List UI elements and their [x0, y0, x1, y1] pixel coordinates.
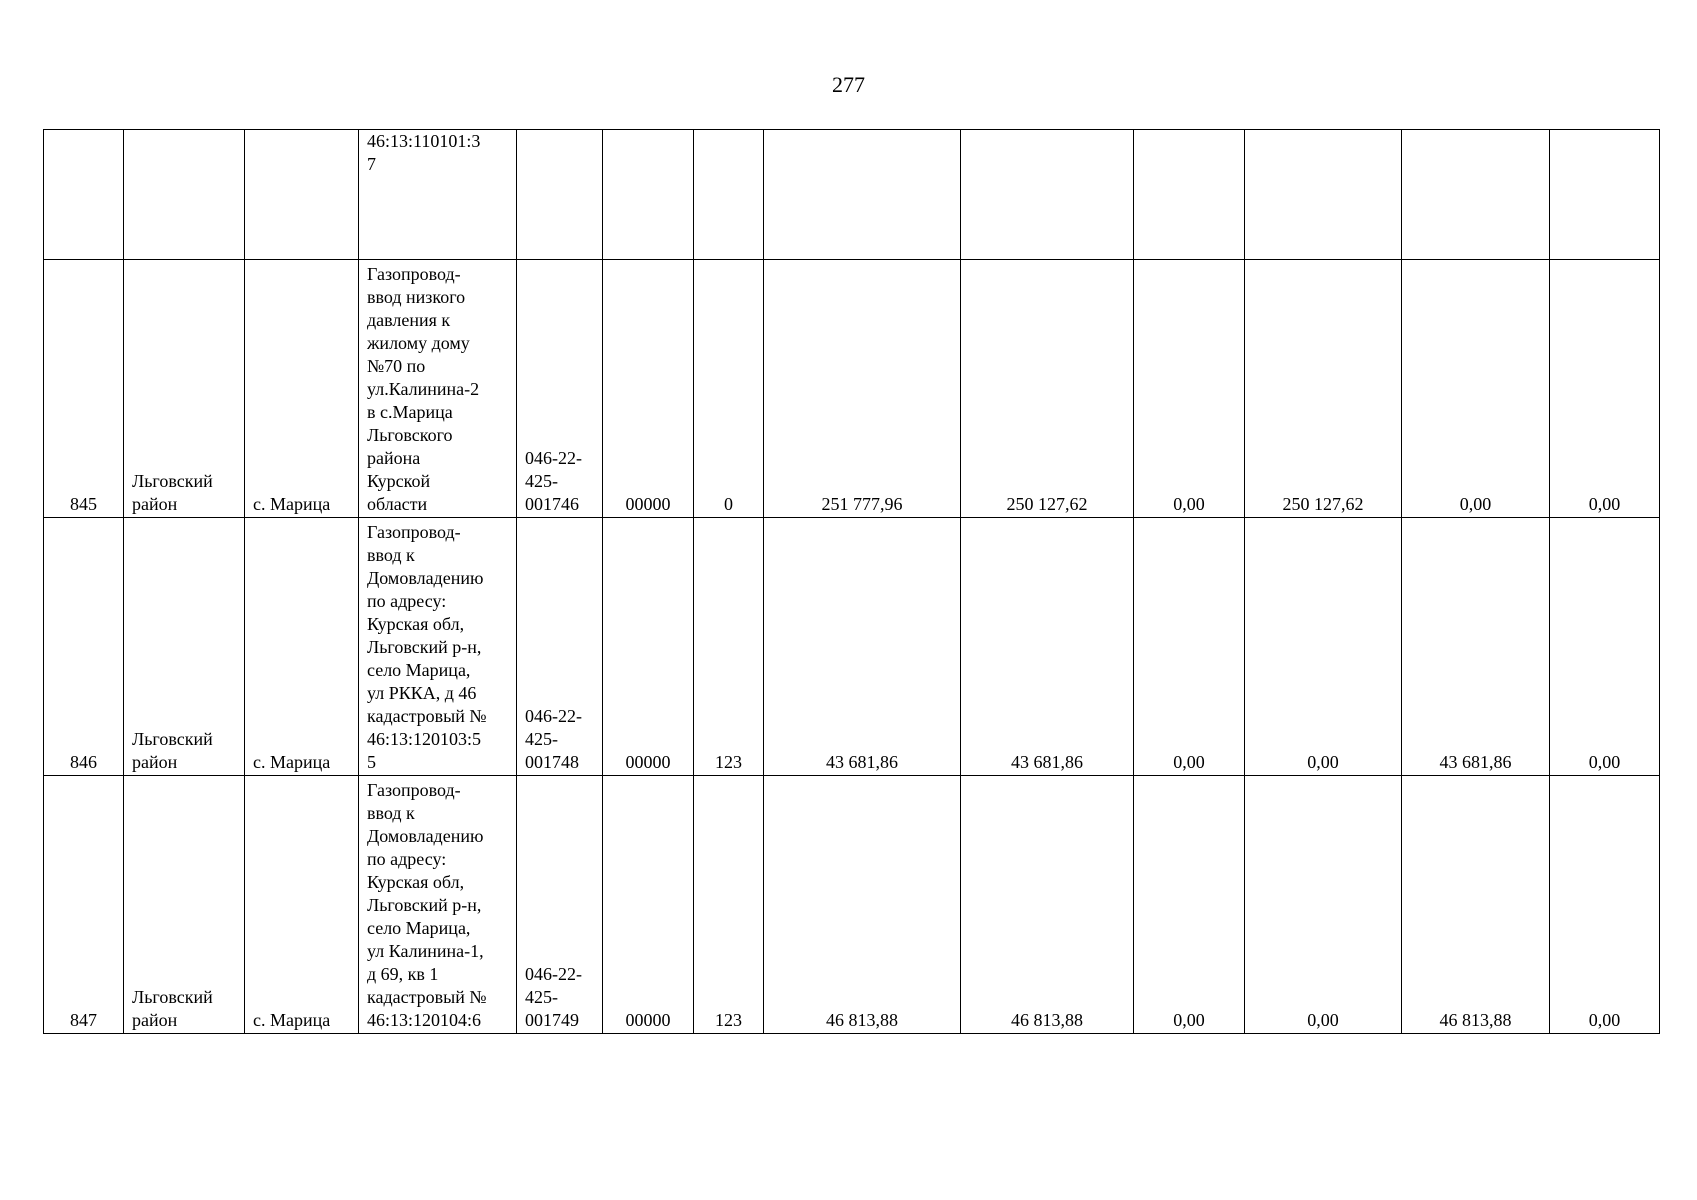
table-row: [44, 776, 1660, 1034]
cell-c8: 46 813,88: [764, 776, 961, 1034]
cell-c6: 00000: [603, 776, 694, 1034]
cell-c8: [764, 130, 961, 260]
cell-description: Газопровод- ввод к Домовладению по адресу: Курская обл, Льговский р-н, село Марица, ул РККА, д 46 кадастровый № 46:13:120103:5 5: [359, 518, 517, 776]
table-row: [44, 260, 1660, 518]
cell-c8: 251 777,96: [764, 260, 961, 518]
cell-c11: 0,00: [1245, 776, 1402, 1034]
cell-num: 846: [44, 518, 124, 776]
cell-description: 46:13:110101:3 7: [359, 130, 517, 260]
cell-c13: [1550, 130, 1660, 260]
table-row-continuation: [44, 130, 1660, 260]
cell-description: Газопровод- ввод низкого давления к жилому дому №70 по ул.Калинина-2 в с.Марица Льговского района Курской области: [359, 260, 517, 518]
cell-num: [44, 130, 124, 260]
table-row: [44, 518, 1660, 776]
cell-c11: 250 127,62: [1245, 260, 1402, 518]
cell-district: Льговский район: [124, 260, 245, 518]
cell-c7: 0: [694, 260, 764, 518]
cell-code: [517, 130, 603, 260]
cell-locality: с. Марица: [245, 518, 359, 776]
cell-c12: 0,00: [1402, 260, 1550, 518]
cell-code: 046-22- 425- 001749: [517, 776, 603, 1034]
cell-c13: 0,00: [1550, 260, 1660, 518]
cell-c6: 00000: [603, 518, 694, 776]
registry-table: [43, 129, 1660, 1034]
cell-c12: 46 813,88: [1402, 776, 1550, 1034]
cell-c9: [961, 130, 1134, 260]
cell-code: 046-22- 425- 001746: [517, 260, 603, 518]
cell-c12: 43 681,86: [1402, 518, 1550, 776]
cell-district: [124, 130, 245, 260]
cell-c6: 00000: [603, 260, 694, 518]
cell-c10: [1134, 130, 1245, 260]
cell-c10: 0,00: [1134, 260, 1245, 518]
cell-c10: 0,00: [1134, 776, 1245, 1034]
cell-c6: [603, 130, 694, 260]
cell-c11: [1245, 130, 1402, 260]
cell-c12: [1402, 130, 1550, 260]
cell-code: 046-22- 425- 001748: [517, 518, 603, 776]
cell-c9: 250 127,62: [961, 260, 1134, 518]
cell-locality: [245, 130, 359, 260]
cell-c11: 0,00: [1245, 518, 1402, 776]
cell-c9: 46 813,88: [961, 776, 1134, 1034]
cell-district: Льговский район: [124, 776, 245, 1034]
cell-c13: 0,00: [1550, 518, 1660, 776]
page-number: 277: [832, 72, 865, 97]
cell-district: Льговский район: [124, 518, 245, 776]
cell-c7: 123: [694, 518, 764, 776]
cell-num: 847: [44, 776, 124, 1034]
cell-c7: 123: [694, 776, 764, 1034]
cell-c9: 43 681,86: [961, 518, 1134, 776]
cell-c7: [694, 130, 764, 260]
cell-c10: 0,00: [1134, 518, 1245, 776]
cell-num: 845: [44, 260, 124, 518]
cell-locality: с. Марица: [245, 776, 359, 1034]
cell-c13: 0,00: [1550, 776, 1660, 1034]
cell-locality: с. Марица: [245, 260, 359, 518]
cell-description: Газопровод- ввод к Домовладению по адресу: Курская обл, Льговский р-н, село Марица, ул Калинина-1, д 69, кв 1 кадастровый № 46:13:120104:6: [359, 776, 517, 1034]
cell-c8: 43 681,86: [764, 518, 961, 776]
